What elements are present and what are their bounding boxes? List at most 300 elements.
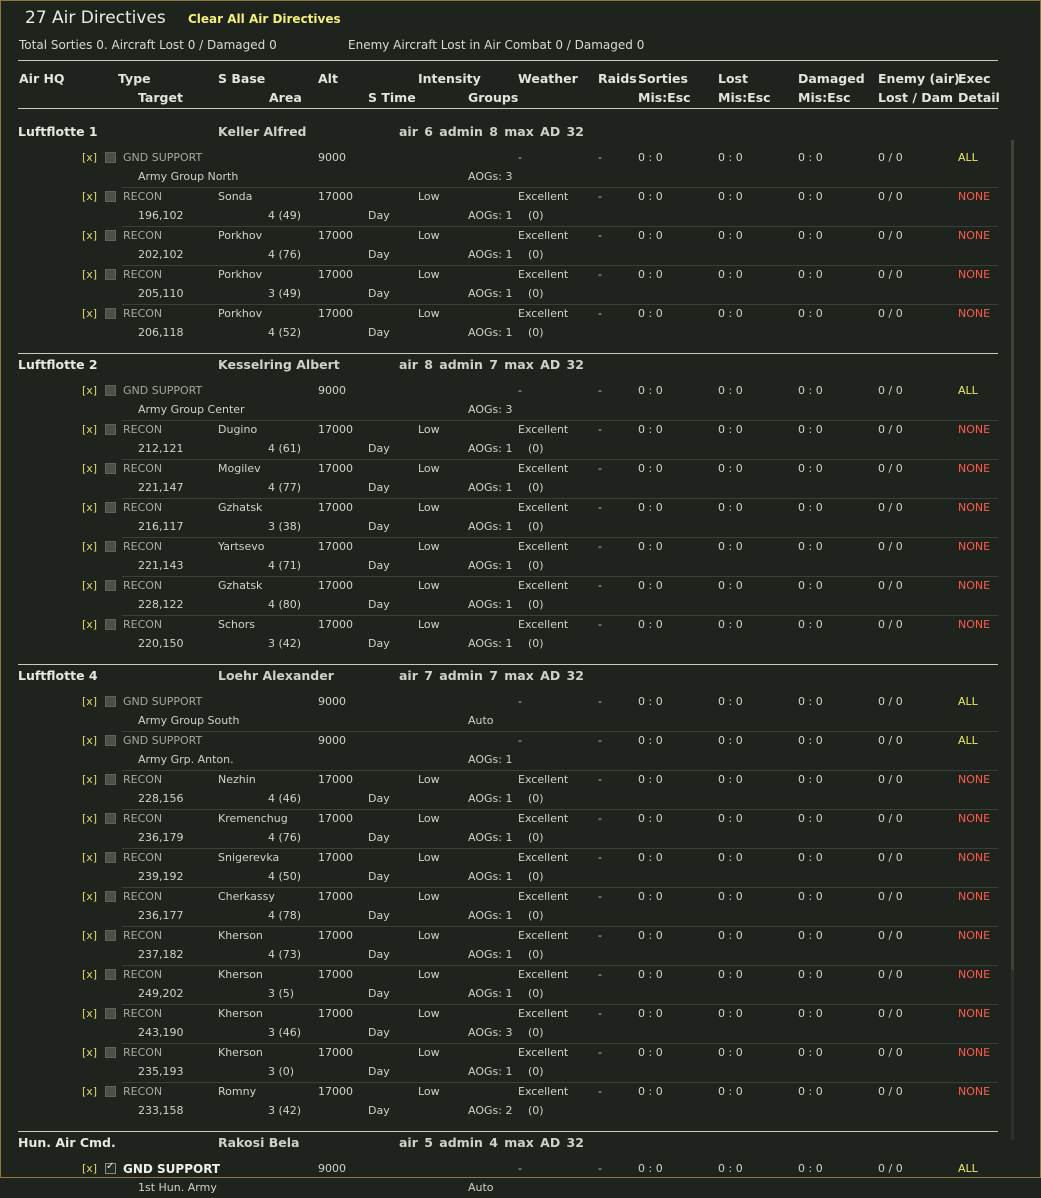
area[interactable]: 4 (77) [268,481,302,494]
air-hq-name[interactable]: Luftflotte 1 [18,124,98,139]
exec-detail-link[interactable]: NONE [958,1007,991,1020]
exec-detail-link[interactable]: NONE [958,190,991,203]
groups[interactable]: AOGs: 1 [468,792,513,805]
groups[interactable]: Auto [468,714,494,727]
weather: Excellent [518,268,569,281]
col-raids[interactable]: Raids [598,71,637,86]
strike-time[interactable]: Day [368,792,390,805]
directive-toggle[interactable]: [x] [82,734,98,747]
directive-row[interactable] [82,577,998,616]
col-target[interactable]: Target [138,90,183,105]
directive-toggle[interactable]: [x] [82,229,98,242]
directive-type[interactable]: RECON [123,579,163,592]
col-alt[interactable]: Alt [318,71,338,86]
exec-detail-link[interactable]: NONE [958,462,991,475]
area[interactable]: 4 (61) [268,442,302,455]
intensity[interactable]: Low [418,773,440,786]
target[interactable]: 220,150 [138,637,184,650]
directive-toggle[interactable]: [x] [82,851,98,864]
exec-detail-link[interactable]: NONE [958,423,991,436]
checkbox-icon[interactable] [105,852,116,863]
directive-type[interactable]: RECON [123,307,163,320]
checkbox-icon[interactable] [105,891,116,902]
directive-toggle[interactable]: [x] [82,1007,98,1020]
strike-time[interactable]: Day [368,209,390,222]
directive-type[interactable]: RECON [123,1085,163,1098]
area[interactable]: 3 (5) [268,987,295,1000]
target[interactable]: Army Grp. Anton. [138,753,234,766]
intensity[interactable]: Low [418,190,440,203]
area[interactable]: 4 (52) [268,326,302,339]
area[interactable]: 4 (49) [268,209,302,222]
directive-toggle[interactable]: [x] [82,579,98,592]
area[interactable]: 4 (76) [268,831,302,844]
directive-toggle[interactable]: [x] [82,540,98,553]
target[interactable]: 243,190 [138,1026,184,1039]
intensity[interactable]: Low [418,851,440,864]
altitude[interactable]: 17000 [318,851,353,864]
directive-row[interactable] [82,1044,998,1083]
exec-detail-link[interactable]: NONE [958,268,991,281]
area[interactable]: 4 (80) [268,598,302,611]
source-base[interactable]: Mogilev [218,462,261,475]
altitude[interactable]: 9000 [318,734,346,747]
directive-row[interactable] [82,927,998,966]
directive-toggle[interactable]: [x] [82,1085,98,1098]
groups[interactable]: AOGs: 1 [468,909,513,922]
directive-toggle[interactable]: [x] [82,151,98,164]
intensity[interactable]: Low [418,929,440,942]
groups[interactable]: AOGs: 1 [468,248,513,261]
intensity[interactable]: Low [418,462,440,475]
source-base[interactable]: Kremenchug [218,812,288,825]
source-base[interactable]: Romny [218,1085,257,1098]
altitude[interactable]: 17000 [318,968,353,981]
directive-row[interactable] [82,732,998,771]
checkbox-icon[interactable] [105,424,116,435]
intensity[interactable]: Low [418,268,440,281]
groups[interactable]: AOGs: 1 [468,442,513,455]
directive-type[interactable]: RECON [123,890,163,903]
directive-type[interactable]: RECON [123,929,163,942]
exec-detail-link[interactable]: NONE [958,1046,991,1059]
directive-row[interactable] [82,305,998,343]
directive-row[interactable] [82,1083,998,1121]
strike-time[interactable]: Day [368,831,390,844]
altitude[interactable]: 9000 [318,695,346,708]
source-base[interactable]: Kherson [218,1046,263,1059]
col-damaged[interactable]: Damaged [798,71,865,86]
exec-detail-link[interactable]: NONE [958,812,991,825]
strike-time[interactable]: Day [368,1065,390,1078]
col-groups[interactable]: Groups [468,90,519,105]
strike-time[interactable]: Day [368,442,390,455]
exec-detail-link[interactable]: NONE [958,229,991,242]
intensity[interactable]: Low [418,812,440,825]
directive-type[interactable]: RECON [123,1046,163,1059]
altitude[interactable]: 17000 [318,812,353,825]
groups[interactable]: AOGs: 1 [468,831,513,844]
area[interactable]: 4 (71) [268,559,302,572]
exec-detail-link[interactable]: NONE [958,1085,991,1098]
col-intensity[interactable]: Intensity [418,71,481,86]
area[interactable]: 4 (73) [268,948,302,961]
target[interactable]: Army Group Center [138,403,245,416]
altitude[interactable]: 17000 [318,773,353,786]
target[interactable]: 237,182 [138,948,184,961]
exec-detail-link[interactable]: ALL [958,384,978,397]
altitude[interactable]: 17000 [318,190,353,203]
exec-detail-link[interactable]: NONE [958,968,991,981]
directive-toggle[interactable]: [x] [82,268,98,281]
directive-toggle[interactable]: [x] [82,1162,98,1175]
directive-row[interactable] [82,149,998,188]
strike-time[interactable]: Day [368,948,390,961]
target[interactable]: 228,156 [138,792,184,805]
exec-detail-link[interactable]: NONE [958,579,991,592]
intensity[interactable]: Low [418,307,440,320]
col-s-base[interactable]: S Base [218,71,266,86]
weather: Excellent [518,929,569,942]
target[interactable]: 236,179 [138,831,184,844]
altitude[interactable]: 17000 [318,579,353,592]
directive-type[interactable]: RECON [123,190,163,203]
groups[interactable]: AOGs: 1 [468,559,513,572]
target[interactable]: 235,193 [138,1065,184,1078]
checkbox-icon[interactable] [105,1008,116,1019]
intensity[interactable]: Low [418,540,440,553]
exec-detail-link[interactable]: NONE [958,307,991,320]
strike-time[interactable]: Day [368,1104,390,1117]
checkbox-icon[interactable] [105,813,116,824]
directive-type[interactable]: RECON [123,968,163,981]
directive-type[interactable]: RECON [123,540,163,553]
groups[interactable]: Auto [468,1181,494,1194]
strike-time[interactable]: Day [368,481,390,494]
directive-toggle[interactable]: [x] [82,618,98,631]
target[interactable]: 202,102 [138,248,184,261]
target[interactable]: 236,177 [138,909,184,922]
groups[interactable]: AOGs: 2 [468,1104,513,1117]
altitude[interactable]: 17000 [318,929,353,942]
checkbox-icon[interactable] [105,969,116,980]
target[interactable]: 221,147 [138,481,184,494]
source-base[interactable]: Yartsevo [218,540,265,553]
checkbox-icon[interactable] [105,308,116,319]
exec-detail-link[interactable]: NONE [958,540,991,553]
source-base[interactable]: Kherson [218,929,263,942]
air-hq-commander[interactable]: Rakosi Bela [218,1135,300,1150]
strike-time[interactable]: Day [368,598,390,611]
source-base[interactable]: Dugino [218,423,258,436]
col-area[interactable]: Area [269,90,302,105]
source-base[interactable]: Snigerevka [218,851,280,864]
groups[interactable]: AOGs: 1 [468,598,513,611]
groups[interactable]: AOGs: 1 [468,520,513,533]
groups[interactable]: AOGs: 1 [468,209,513,222]
directive-toggle[interactable]: [x] [82,462,98,475]
altitude[interactable]: 17000 [318,229,353,242]
checkbox-icon[interactable] [105,1086,116,1097]
groups[interactable]: AOGs: 1 [468,870,513,883]
strike-time[interactable]: Day [368,326,390,339]
directive-type[interactable]: GND SUPPORT [123,734,203,747]
area[interactable]: 3 (42) [268,1104,302,1117]
target[interactable]: 212,121 [138,442,184,455]
source-base[interactable]: Gzhatsk [218,579,263,592]
groups[interactable]: AOGs: 1 [468,753,513,766]
directive-toggle[interactable]: [x] [82,773,98,786]
col-sorties[interactable]: Sorties [638,71,688,86]
intensity[interactable]: Low [418,1046,440,1059]
altitude[interactable]: 9000 [318,384,346,397]
raids: - [598,695,602,708]
directive-row[interactable] [82,693,998,732]
checkbox-icon[interactable] [105,191,116,202]
strike-time[interactable]: Day [368,520,390,533]
directive-type[interactable]: RECON [123,1007,163,1020]
source-base[interactable]: Gzhatsk [218,501,263,514]
directive-row[interactable] [82,382,998,421]
exec-detail-link[interactable]: NONE [958,890,991,903]
directive-toggle[interactable]: [x] [82,890,98,903]
weather: - [518,151,522,164]
checkbox-icon[interactable] [105,735,116,746]
strike-time[interactable]: Day [368,559,390,572]
directive-type[interactable]: RECON [123,812,163,825]
col-lost[interactable]: Lost [718,71,748,86]
groups[interactable]: AOGs: 3 [468,170,513,183]
strike-time[interactable]: Day [368,287,390,300]
directive-toggle[interactable]: [x] [82,968,98,981]
area[interactable]: 3 (42) [268,637,302,650]
altitude[interactable]: 17000 [318,268,353,281]
directive-toggle[interactable]: [x] [82,190,98,203]
checkbox-icon[interactable] [105,696,116,707]
directive-type[interactable]: GND SUPPORT [123,151,203,164]
intensity[interactable]: Low [418,618,440,631]
exec-detail-link[interactable]: NONE [958,618,991,631]
intensity[interactable]: Low [418,1085,440,1098]
directive-row[interactable] [82,499,998,538]
source-base[interactable]: Cherkassy [218,890,275,903]
col-air-hq[interactable]: Air HQ [19,71,65,86]
directive-type[interactable]: RECON [123,851,163,864]
sorties-value: 0 : 0 [638,190,663,203]
intensity[interactable]: Low [418,423,440,436]
altitude[interactable]: 17000 [318,618,353,631]
checkbox-icon[interactable] [105,930,116,941]
target[interactable]: 1st Hun. Army [138,1181,217,1194]
target[interactable]: 216,117 [138,520,184,533]
directive-toggle[interactable]: [x] [82,307,98,320]
directive-row[interactable] [82,421,998,460]
checkbox-icon[interactable] [105,269,116,280]
exec-detail-link[interactable]: NONE [958,773,991,786]
directive-row[interactable] [82,771,998,810]
exec-detail-link[interactable]: ALL [958,695,978,708]
source-base[interactable]: Schors [218,618,255,631]
air-hq-commander[interactable]: Kesselring Albert [218,357,340,372]
directive-type[interactable]: GND SUPPORT [123,1162,221,1176]
directive-type[interactable]: GND SUPPORT [123,384,203,397]
intensity[interactable]: Low [418,890,440,903]
source-base[interactable]: Kherson [218,968,263,981]
target[interactable]: 233,158 [138,1104,184,1117]
target[interactable]: 249,202 [138,987,184,1000]
target[interactable]: Army Group South [138,714,240,727]
target[interactable]: 221,143 [138,559,184,572]
col-enemy-air[interactable]: Enemy (air) [878,71,960,86]
col-exec[interactable]: Exec [958,71,991,86]
altitude[interactable]: 17000 [318,462,353,475]
area[interactable]: 3 (0) [268,1065,295,1078]
altitude[interactable]: 17000 [318,423,353,436]
intensity[interactable]: Low [418,579,440,592]
target[interactable]: 239,192 [138,870,184,883]
target[interactable]: 205,110 [138,287,184,300]
strike-time[interactable]: Day [368,870,390,883]
groups[interactable]: AOGs: 1 [468,1065,513,1078]
target[interactable]: Army Group North [138,170,239,183]
directive-toggle[interactable]: [x] [82,501,98,514]
directive-type[interactable]: RECON [123,423,163,436]
exec-detail-link[interactable]: NONE [958,851,991,864]
altitude[interactable]: 17000 [318,1007,353,1020]
altitude[interactable]: 17000 [318,540,353,553]
directive-toggle[interactable]: [x] [82,1046,98,1059]
target[interactable]: 196,102 [138,209,184,222]
area[interactable]: 4 (50) [268,870,302,883]
checkbox-icon[interactable] [105,152,116,163]
directive-toggle[interactable]: [x] [82,812,98,825]
area[interactable]: 3 (49) [268,287,302,300]
groups[interactable]: AOGs: 3 [468,403,513,416]
checkbox-icon[interactable] [105,385,116,396]
groups[interactable]: AOGs: 1 [468,948,513,961]
groups[interactable]: AOGs: 1 [468,987,513,1000]
strike-time[interactable]: Day [368,1026,390,1039]
source-base[interactable]: Porkhov [218,229,263,242]
intensity[interactable]: Low [418,968,440,981]
source-base[interactable]: Porkhov [218,268,263,281]
area[interactable]: 4 (76) [268,248,302,261]
air-hq-name[interactable]: Luftflotte 2 [18,357,98,372]
groups[interactable]: AOGs: 1 [468,637,513,650]
air-hq-name[interactable]: Luftflotte 4 [18,668,98,683]
groups[interactable]: AOGs: 1 [468,287,513,300]
directive-row[interactable] [82,849,998,888]
checkbox-icon[interactable] [105,541,116,552]
directive-toggle[interactable]: [x] [82,929,98,942]
area[interactable]: 4 (46) [268,792,302,805]
directive-row[interactable] [82,266,998,305]
altitude[interactable]: 17000 [318,307,353,320]
intensity[interactable]: Low [418,1007,440,1020]
exec-detail-link[interactable]: NONE [958,501,991,514]
source-base[interactable]: Sonda [218,190,253,203]
air-hq-commander[interactable]: Loehr Alexander [218,668,334,683]
directive-row[interactable] [82,1160,998,1198]
altitude[interactable]: 17000 [318,1046,353,1059]
checkbox-icon[interactable] [105,230,116,241]
checkbox-icon[interactable] [105,774,116,785]
exec-detail-link[interactable]: ALL [958,1162,978,1175]
directive-toggle[interactable]: [x] [82,423,98,436]
directive-row[interactable] [82,538,998,577]
source-base[interactable]: Kherson [218,1007,263,1020]
directive-row[interactable] [82,227,998,266]
air-hq-name[interactable]: Hun. Air Cmd. [18,1135,116,1150]
checkbox-icon[interactable] [105,502,116,513]
altitude[interactable]: 17000 [318,501,353,514]
source-base[interactable]: Nezhin [218,773,256,786]
target[interactable]: 206,118 [138,326,184,339]
directive-row[interactable] [82,1005,998,1044]
directive-row[interactable] [82,888,998,927]
strike-time[interactable]: Day [368,987,390,1000]
source-base[interactable]: Porkhov [218,307,263,320]
directive-row[interactable] [82,810,998,849]
col-s-time[interactable]: S Time [368,90,416,105]
altitude[interactable]: 17000 [318,1085,353,1098]
area[interactable]: 3 (38) [268,520,302,533]
exec-detail-link[interactable]: ALL [958,734,978,747]
directive-type[interactable]: RECON [123,501,163,514]
directive-row[interactable] [82,966,998,1005]
intensity[interactable]: Low [418,501,440,514]
area[interactable]: 4 (78) [268,909,302,922]
altitude[interactable]: 9000 [318,1162,346,1175]
groups[interactable]: AOGs: 1 [468,326,513,339]
directive-toggle[interactable]: [x] [82,384,98,397]
altitude[interactable]: 9000 [318,151,346,164]
groups[interactable]: AOGs: 1 [468,481,513,494]
intensity[interactable]: Low [418,229,440,242]
target[interactable]: 228,122 [138,598,184,611]
clear-all-air-directives-button[interactable]: Clear All Air Directives [188,12,341,26]
directive-row[interactable] [82,188,998,227]
strike-time[interactable]: Day [368,909,390,922]
altitude[interactable]: 17000 [318,890,353,903]
directive-type[interactable]: RECON [123,462,163,475]
strike-time[interactable]: Day [368,248,390,261]
checkbox-icon[interactable] [105,1047,116,1058]
directive-row[interactable] [82,616,998,654]
checkbox-icon[interactable] [105,580,116,591]
area[interactable]: 3 (46) [268,1026,302,1039]
directive-type[interactable]: GND SUPPORT [123,695,203,708]
directive-type[interactable]: RECON [123,229,163,242]
groups[interactable]: AOGs: 3 [468,1026,513,1039]
directive-type[interactable]: RECON [123,618,163,631]
col-type[interactable]: Type [118,71,151,86]
strike-time[interactable]: Day [368,637,390,650]
directive-type[interactable]: RECON [123,773,163,786]
checked-checkbox-icon[interactable] [105,1163,116,1174]
checkbox-icon[interactable] [105,619,116,630]
weather: Excellent [518,307,569,320]
directive-row[interactable] [82,460,998,499]
col-weather[interactable]: Weather [518,71,578,86]
exec-detail-link[interactable]: ALL [958,151,978,164]
lost-value: 0 : 0 [718,423,743,436]
checkbox-icon[interactable] [105,463,116,474]
exec-detail-link[interactable]: NONE [958,929,991,942]
directive-type[interactable]: RECON [123,268,163,281]
directive-toggle[interactable]: [x] [82,695,98,708]
air-hq-commander[interactable]: Keller Alfred [218,124,307,139]
